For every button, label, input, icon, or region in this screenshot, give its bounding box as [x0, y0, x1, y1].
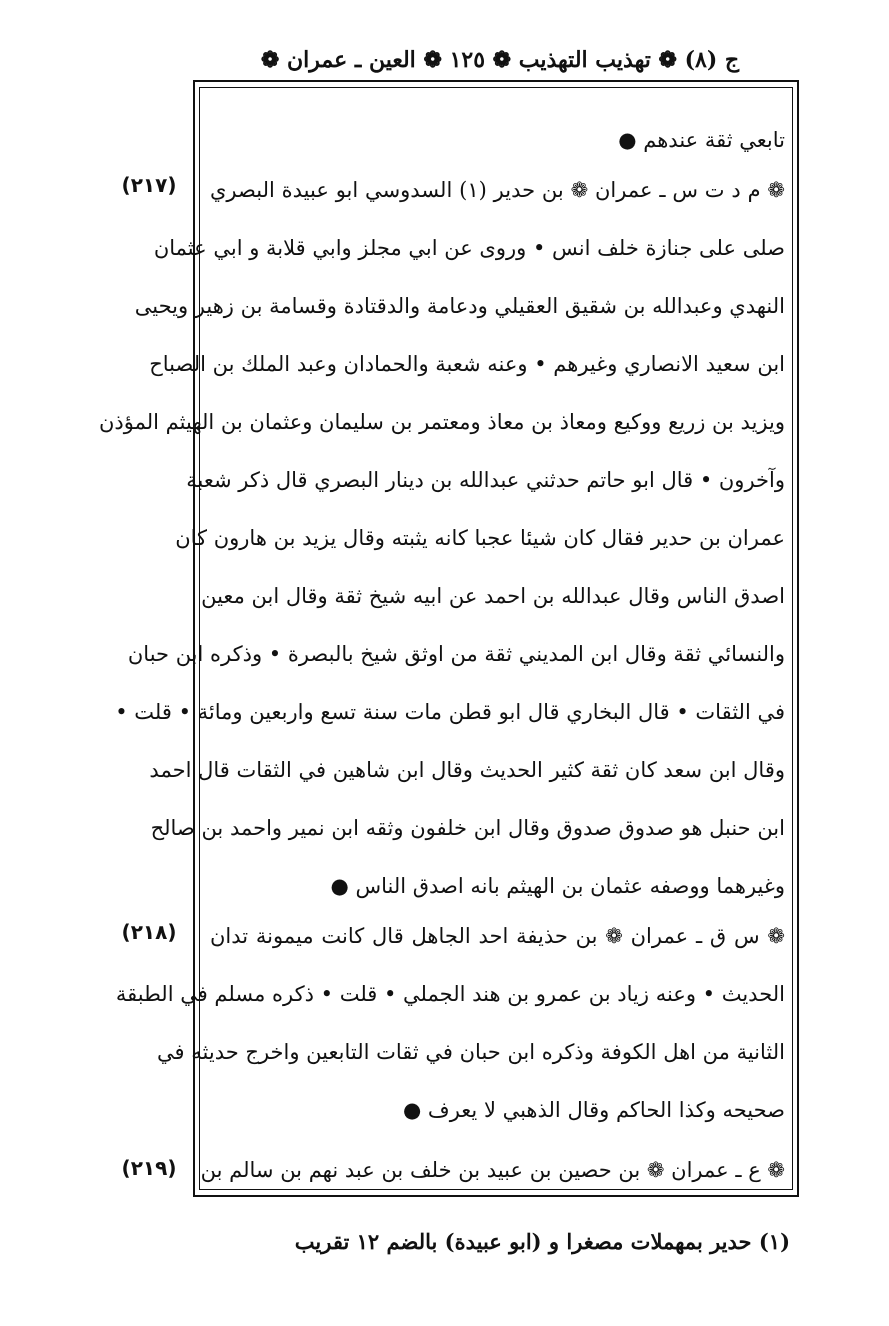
text-line: وقال ابن سعد كان ثقة كثير الحديث وقال ابن شاهين في الثقات قال احمد: [149, 758, 785, 782]
entry-number-217: (٢١٧): [121, 173, 177, 197]
text-line: وآخرون • قال ابو حاتم حدثني عبدالله بن دينار البصري قال ذكر شعبة: [186, 468, 785, 492]
text-line: النهدي وعبدالله بن شقيق العقيلي ودعامة والدقتادة وقسامة بن زهير ويحيى: [134, 294, 785, 318]
text-line: ابن حنبل هو صدوق صدوق وقال ابن خلفون وثقه ابن نمير واحمد بن صالح: [150, 816, 785, 840]
text-line: ويزيد بن زريع ووكيع ومعاذ بن معاذ ومعتمر بن سليمان وعثمان بن الهيثم المؤذن: [99, 410, 785, 434]
text-line: صحيحه وكذا الحاكم وقال الذهبي لا يعرف ●: [402, 1098, 785, 1122]
text-line: تابعي ثقة عندهم ●: [618, 128, 785, 152]
entry-219-heading: ❁ ع ـ عمران ❁ بن حصين بن عبيد بن خلف بن عبد نهم بن سالم بن: [200, 1158, 785, 1182]
footnote: (١) حدير بمهملات مصغرا و (ابو عبيدة) بالضم ١٢ تقريب: [294, 1229, 790, 1254]
text-line: ابن سعيد الانصاري وغيرهم • وعنه شعبة والحمادان وعبد الملك بن الصباح: [149, 352, 785, 376]
entry-number-219: (٢١٩): [121, 1156, 177, 1180]
text-line: صلى على جنازة خلف انس • وروى عن ابي مجلز وابي قلابة و ابي عثمان: [153, 236, 785, 260]
text-line: وغيرهما ووصفه عثمان بن الهيثم بانه اصدق الناس ●: [330, 874, 785, 898]
entry-218-heading: ❁ س ق ـ عمران ❁ بن حذيفة احد الجاهل قال كانت ميمونة تدان: [210, 924, 785, 948]
entry-217-heading: ❁ م د ت س ـ عمران ❁ بن حدير (١) السدوسي ابو عبيدة البصري: [210, 178, 786, 202]
running-header: ج (٨) ❁ تهذيب التهذيب ❁ ١٢٥ ❁ العين ـ عمران ❁: [260, 47, 740, 73]
text-line: الحديث • وعنه زياد بن عمرو بن هند الجملي • قلت • ذكره مسلم في الطبقة: [115, 982, 785, 1006]
entry-number-218: (٢١٨): [121, 920, 177, 944]
text-line: في الثقات • قال البخاري قال ابو قطن مات سنة تسع واربعين ومائة • قلت •: [115, 700, 785, 724]
text-line: عمران بن حدير فقال كان شيئا عجبا كانه يثبته وقال يزيد بن هارون كان: [175, 526, 785, 550]
text-line: اصدق الناس وقال عبدالله بن احمد عن ابيه شيخ ثقة وقال ابن معين: [201, 584, 785, 608]
text-line: والنسائي ثقة وقال ابن المديني ثقة من اوثق شيخ بالبصرة • وذكره ابن حبان: [127, 642, 785, 666]
text-line: الثانية من اهل الكوفة وذكره ابن حبان في ثقات التابعين واخرج حديثه في: [157, 1040, 785, 1064]
